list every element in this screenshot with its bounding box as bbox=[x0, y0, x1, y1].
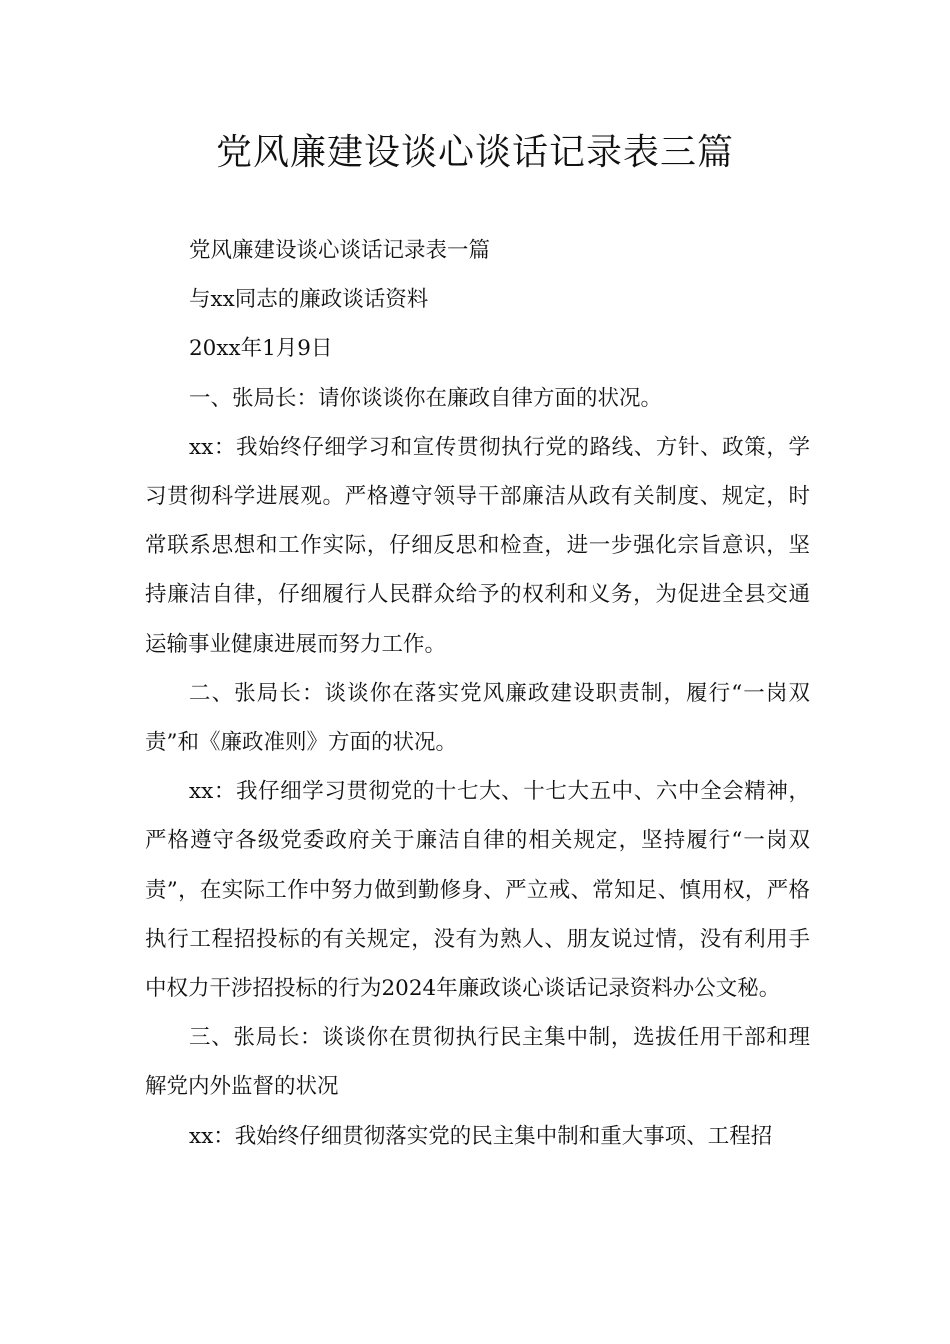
paragraph-answer-1: xx：我始终仔细学习和宣传贯彻执行党的路线、方针、政策，学习贯彻科学进展观。严格遵守领导干部廉洁从政有关制度、规定，时常联系思想和工作实际，仔细反思和检查，进一步强化宗旨意识，坚持廉洁自律，仔细履行人民群众给予的权利和义务，为促进全县交通运输事业健康进展而努力工作。 bbox=[145, 434, 810, 657]
paragraph-answer-2: xx：我仔细学习贯彻党的十七大、十七大五中、六中全会精神，严格遵守各级党委政府关于廉洁自律的相关规定，坚持履行“一岗双责”，在实际工作中努力做到勤修身、严立戒、常知足、慎用权，严格执行工程招投标的有关规定，没有为熟人、朋友说过情，没有利用手中权力干涉招投标的行为2024年廉政谈心谈话记录资料办公文秘。 bbox=[145, 779, 810, 1002]
paragraph-question-3: 三、张局长：谈谈你在贯彻执行民主集中制，选拔任用干部和理解党内外监督的状况 bbox=[145, 1025, 810, 1100]
paragraph-date: 20xx年1月9日 bbox=[189, 336, 333, 362]
paragraph-question-1: 一、张局长：请你谈谈你在廉政自律方面的状况。 bbox=[189, 385, 663, 411]
paragraph-heading: 与xx同志的廉政谈话资料 bbox=[189, 287, 429, 313]
paragraph-question-2: 二、张局长：谈谈你在落实党风廉政建设职责制，履行“一岗双责”和《廉政准则》方面的状况。 bbox=[145, 680, 810, 756]
document-title: 党风廉建设谈心谈话记录表三篇 bbox=[215, 132, 734, 173]
document-body bbox=[145, 226, 810, 1161]
paragraph-subtitle: 党风廉建设谈心谈话记录表一篇 bbox=[189, 238, 491, 263]
paragraph-answer-3: xx：我始终仔细贯彻落实党的民主集中制和重大事项、工程招 bbox=[189, 1123, 773, 1149]
